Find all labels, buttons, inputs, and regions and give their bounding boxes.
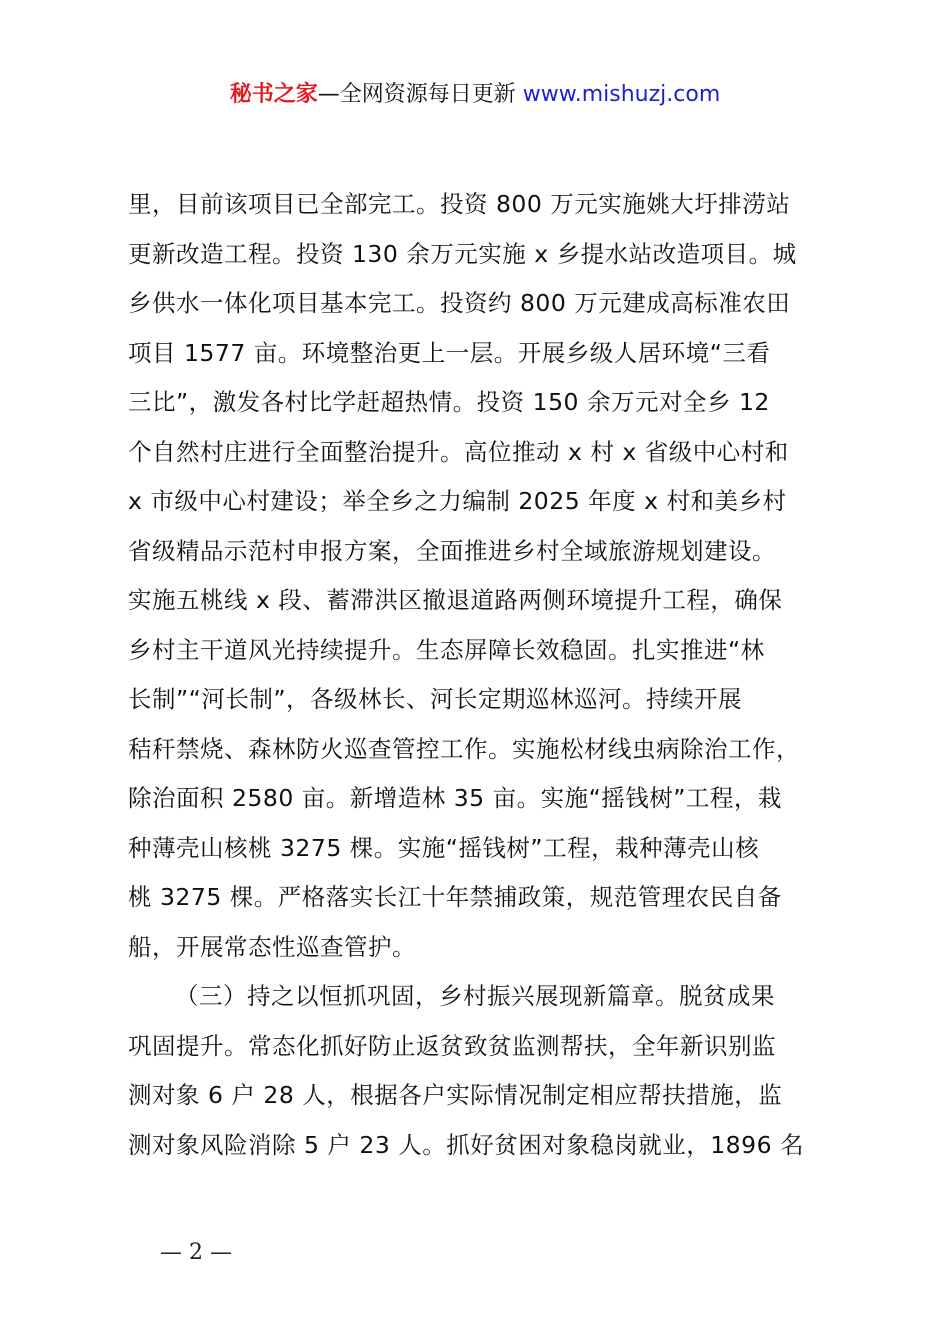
document-body	[128, 184, 868, 1174]
body-line: 种薄壳山核桃 3275 棵。实施“摇钱树”工程，栽种薄壳山核	[128, 833, 760, 862]
body-line: 船，开展常态性巡查管护。	[128, 932, 416, 961]
site-url-link[interactable]: www.mishuzj.com	[522, 82, 721, 107]
body-line: 除治面积 2580 亩。新增造林 35 亩。实施“摇钱树”工程，栽	[128, 784, 782, 812]
body-line: 测对象 6 户 28 人，根据各户实际情况制定相应帮扶措施，监	[128, 1081, 783, 1109]
brand-name: 秘书之家	[229, 82, 318, 107]
site-header	[0, 78, 950, 112]
page-number: — 2 —	[160, 1240, 232, 1265]
body-line: 个自然村庄进行全面整治提升。高位推动 x 村 x 省级中心村和	[128, 437, 789, 466]
body-line: x 市级中心村建设；举全乡之力编制 2025 年度 x 村和美乡村	[128, 487, 787, 515]
body-line: 三比”，激发各村比学赶超热情。投资 150 余万元对全乡 12	[128, 388, 770, 416]
body-line: 更新改造工程。投资 130 余万元实施 x 乡提水站改造项目。城	[128, 239, 797, 268]
body-line: 巩固提升。常态化抓好防止返贫致贫监测帮扶，全年新识别监	[128, 1031, 776, 1060]
body-line: 省级精品示范村申报方案，全面推进乡村全域旅游规划建设。	[128, 536, 776, 565]
body-line: 测对象风险消除 5 户 23 人。抓好贫困对象稳岗就业，1896 名	[128, 1130, 805, 1159]
body-line: 秸秆禁烧、森林防火巡查管控工作。实施松材线虫病除治工作，	[128, 734, 800, 763]
body-line: 实施五桃线 x 段、蓄滞洪区撤退道路两侧环境提升工程，确保	[128, 586, 783, 614]
header-slogan: —全网资源每日更新	[317, 82, 523, 107]
body-line: 桃 3275 棵。严格落实长江十年禁捕政策，规范管理农民自备	[128, 883, 782, 911]
body-line: 乡供水一体化项目基本完工。投资约 800 万元建成高标准农田	[128, 289, 791, 317]
section-heading-line: （三）持之以恒抓巩固，乡村振兴展现新篇章。脱贫成果	[175, 982, 775, 1010]
body-line: 项目 1577 亩。环境整治更上一层。开展乡级人居环境“三看	[128, 338, 771, 367]
body-line: 里，目前该项目已全部完工。投资 800 万元实施姚大圩排涝站	[128, 190, 791, 218]
body-line: 长制”“河长制”，各级林长、河长定期巡林巡河。持续开展	[128, 685, 743, 713]
body-line: 乡村主干道风光持续提升。生态屏障长效稳固。扎实推进“林	[128, 635, 765, 664]
